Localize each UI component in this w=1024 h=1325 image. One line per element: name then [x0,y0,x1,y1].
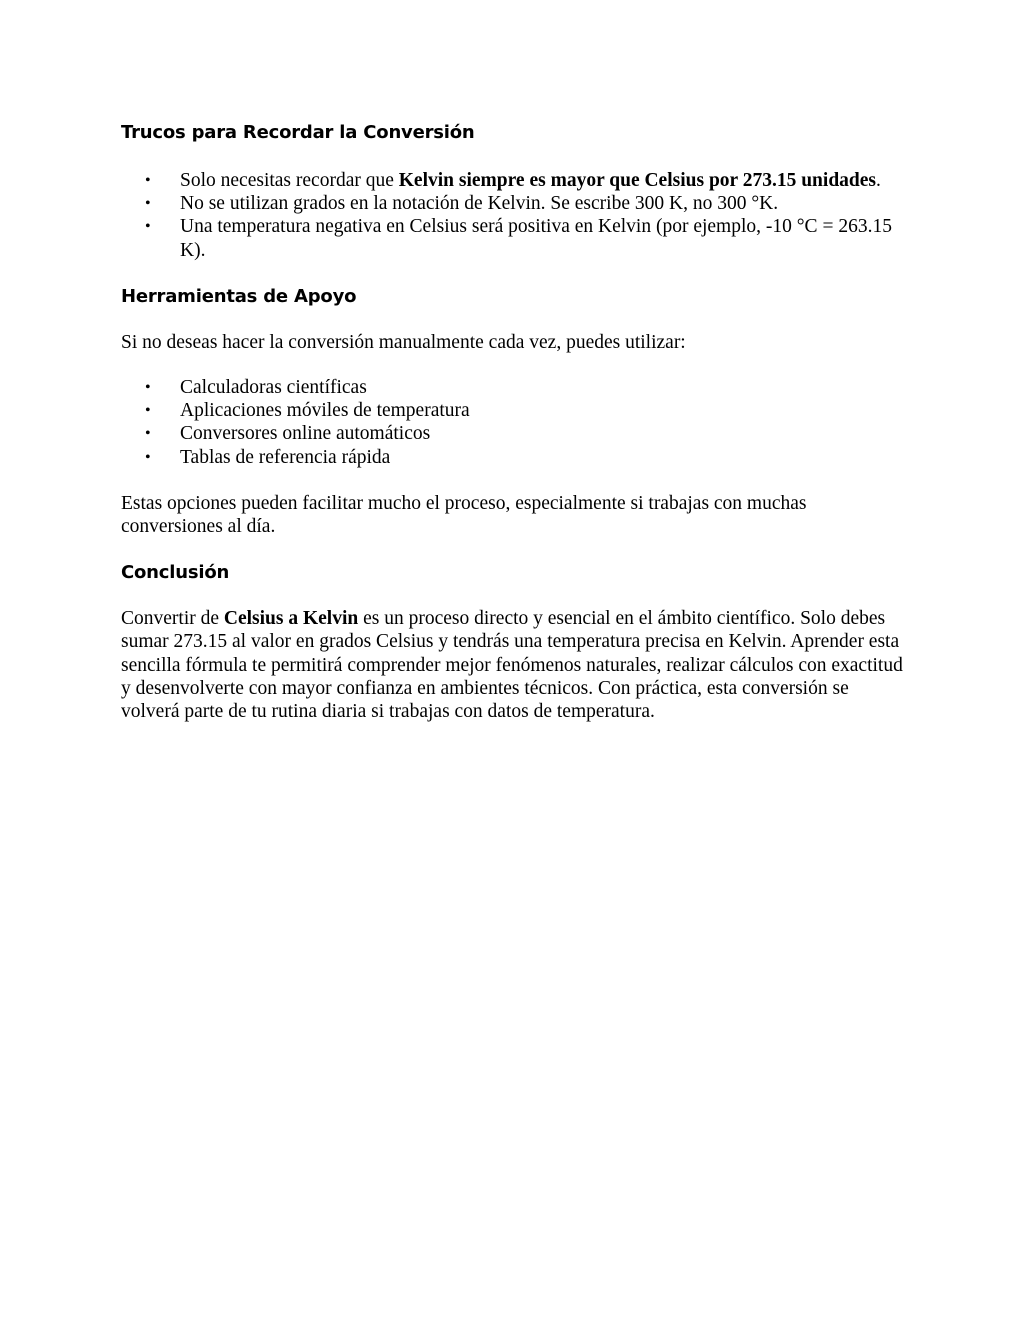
conclusion-bold: Celsius a Kelvin [223,608,359,630]
list-item [121,399,911,422]
document-page [121,118,911,723]
tricks-list [121,169,911,262]
tricks-item-1-pre: Solo necesitas recordar que [180,170,399,191]
tools-item-2: Aplicaciones móviles de temperatura [180,400,470,422]
section-title-tricks: Trucos para Recordar la Conversión [121,122,475,143]
bullet-icon: • [145,402,151,420]
list-item [121,422,911,445]
conclusion-post: es un proceso directo y esencial en el ámbito científico. Solo debes sumar 273.15 al valor en grados Celsius y tendrás una temperatura precisa en Kelvin. Aprender esta sencilla fórmula te permitirá comprender mejor fenómenos naturales, realizar cálculos con exactitud y desenvolverte con mayor confianza en ambientes técnicos. Con práctica, esta conversión se volverá parte de tu rutina diaria si trabajas con datos de temperatura. [121,608,903,723]
tools-intro: Si no deseas hacer la conversión manualmente cada vez, puedes utilizar: [121,331,686,353]
tricks-item-1-bold: Kelvin siempre es mayor que Celsius por 273.15 unidades [398,170,877,191]
tricks-item-1-post: . [876,170,881,191]
bullet-icon: • [145,379,151,397]
section-title-tools: Herramientas de Apoyo [121,285,357,307]
tools-item-3: Conversores online automáticos [180,423,431,445]
bullet-icon: • [145,195,151,213]
tools-item-1: Calculadoras científicas [180,377,367,399]
tools-list [121,376,911,469]
tricks-item-2: No se utilizan grados en la notación de Kelvin. Se escribe 300 K, no 300 °K. [180,193,779,215]
list-item [121,215,911,261]
section-title-conclusion: Conclusión [121,562,230,584]
bullet-icon: • [145,448,151,466]
conclusion-paragraph [121,607,911,723]
list-item [121,446,911,469]
tools-item-4: Tablas de referencia rápida [180,446,391,468]
conclusion-pre: Convertir de [121,608,224,630]
bullet-icon: • [145,425,151,443]
bullet-icon: • [145,172,151,189]
tricks-item-3: Una temperatura negativa en Celsius será positiva en Kelvin (por ejemplo, -10 °C = 263.15 K). [180,216,892,261]
tools-outro: Estas opciones pueden facilitar mucho el proceso, especialmente si trabajas con muchas conversiones al día. [121,492,807,538]
bullet-icon: • [145,218,151,236]
list-item [121,376,911,399]
list-item [121,169,911,192]
list-item [121,192,911,215]
